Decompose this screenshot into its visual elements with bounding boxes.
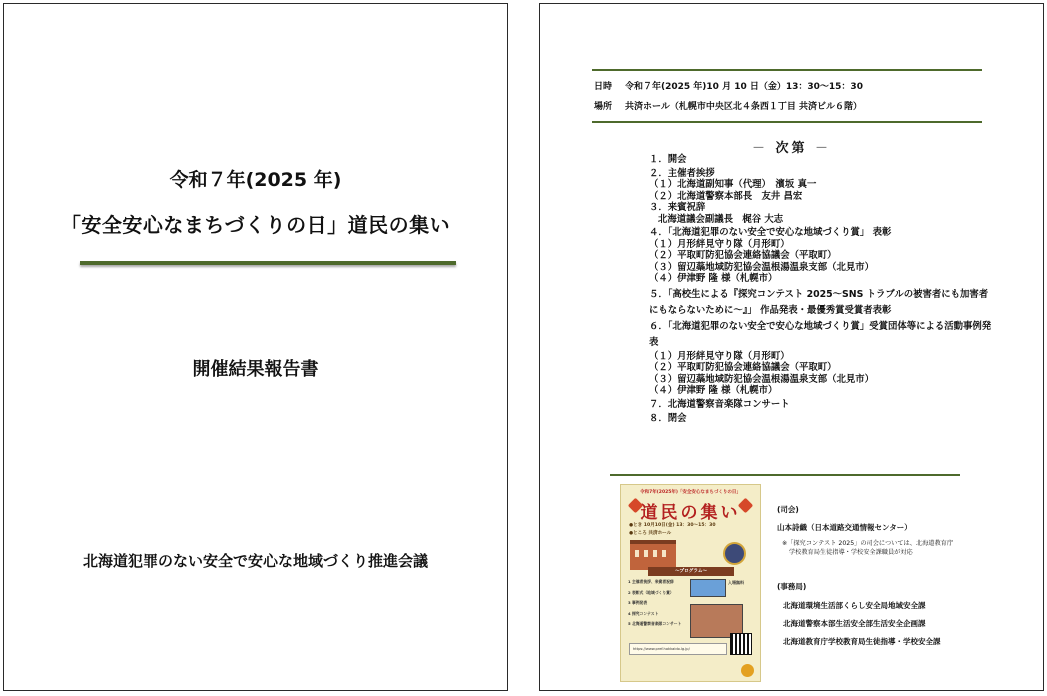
agenda-item: （３）留辺蘂地域防犯協会温根湯温泉支部（北見市） — [649, 261, 875, 273]
agenda-item: ８．閉会 — [649, 413, 687, 424]
report-page — [539, 3, 1044, 691]
qr-code-icon — [730, 633, 752, 655]
flyer-program-heading: ～プログラム～ — [648, 567, 734, 576]
agenda-item: ４．「北海道犯罪のない安全で安心な地域づくり賞」 表彰 — [649, 227, 892, 239]
agenda-item: 北海道議会副議長 梶谷 大志 — [658, 213, 784, 225]
secretariat-item: 北海道環境生活部くらし安全局地域安全課 — [783, 601, 926, 610]
agenda-item: （２）平取町防犯協会連絡協議会（平取町） — [649, 362, 837, 374]
flyer-program-item: 2 表彰式（地域づくり賞） — [628, 589, 674, 595]
mascot-icon — [741, 664, 754, 677]
agenda-item: ５．「高校生による『探究コンテスト 2025～SNS トラブルの被害者にも加害者にもならないために～』」 作品発表・最優秀賞受賞者表彰 — [649, 288, 989, 316]
date-label: 日時 — [594, 82, 613, 92]
agenda-bottom-rule — [610, 474, 960, 476]
cover-title-line2: 「安全安心なまちづくりの日」道民の集い — [60, 213, 451, 237]
flyer-top-text: 令和7年(2025年)「安全安心なまちづくりの日」 — [640, 490, 741, 495]
agenda-dash-right: － — [815, 141, 832, 156]
place-row — [594, 99, 862, 112]
cover-page — [3, 3, 508, 691]
agenda-item: （３）留辺蘂地域防犯協会温根湯温泉支部（北見市） — [649, 373, 875, 385]
agenda-item: （２）北海道警察本部長 友井 昌宏 — [649, 190, 803, 202]
cover-subtitle: 開催結果報告書 — [192, 359, 319, 380]
agenda-item: ６．「北海道犯罪のない安全で安心な地域づくり賞」受賞団体等による活動事例発表 — [649, 320, 992, 348]
agenda-item: １．開会 — [649, 154, 687, 165]
info-bottom-rule — [592, 121, 982, 123]
agenda-dash-left: － — [751, 141, 768, 156]
place-label: 場所 — [594, 102, 613, 112]
mc-note-line1: ※「探究コンテスト 2025」の司会については、北海道教育庁 — [782, 540, 954, 547]
mc-note-line2: 学校教育局生徒指導・学校安全課職員が対応 — [789, 549, 913, 556]
date-row — [594, 79, 863, 92]
secretariat-item: 北海道教育庁学校教育局生徒指導・学校安全課 — [783, 637, 941, 646]
agenda-item: ７．北海道警察音楽隊コンサート — [649, 399, 790, 411]
flyer-place: ●ところ 共済ホール — [629, 531, 672, 536]
date-value: 令和７年(2025 年)10 月 10 日（金）13：30～15：30 — [625, 82, 863, 92]
building-illustration — [630, 540, 676, 570]
secretariat-item: 北海道警察本部生活安全部生活安全企画課 — [783, 619, 926, 628]
flyer-web-url: https://www.pref.hokkaido.lg.jp/ — [629, 643, 727, 655]
flyer-program-item: 1 主催者挨拶、来賓者祝辞 — [628, 579, 674, 584]
place-value: 共済ホール（札幌市中央区北４条西１丁目 共済ビル６階） — [625, 102, 862, 112]
agenda-item: （４）伊津野 隆 様（札幌市） — [649, 385, 778, 397]
agenda-item: ３．来賓祝辞 — [649, 202, 706, 214]
top-rule — [592, 69, 982, 71]
police-emblem-icon — [723, 542, 746, 565]
secretariat-label: (事務局) — [777, 582, 807, 591]
event-flyer-image — [620, 484, 761, 682]
agenda-item: ２．主催者挨拶 — [649, 167, 715, 179]
agenda-item: （１）北海道副知事（代理） 濱坂 真一 — [649, 179, 817, 191]
flyer-program-item: 4 探究コンテスト — [628, 610, 659, 616]
cover-divider — [80, 261, 456, 265]
flyer-program-item: 3 事例発表 — [628, 600, 648, 605]
flyer-photo — [690, 579, 726, 597]
agenda-item: （１）月形絆見守り隊（月形町） — [649, 238, 790, 250]
flyer-date: ●とき 10月10日(金) 13：30〜15：30 — [629, 523, 716, 528]
agenda-title-text: 次第 — [775, 141, 808, 156]
agenda-item: （２）平取町防犯協会連絡協議会（平取町） — [649, 250, 837, 262]
agenda-list — [649, 154, 994, 424]
cover-organization: 北海道犯罪のない安全で安心な地域づくり推進会議 — [82, 552, 428, 570]
flyer-program-item: 5 北海道警察音楽隊コンサート — [628, 621, 682, 626]
mc-label: (司会) — [777, 505, 799, 514]
mc-value: 山本詩織（日本道路交通情報センター） — [777, 523, 912, 532]
cover-title-line1: 令和７年(2025 年) — [169, 169, 342, 191]
agenda-item: （４）伊津野 隆 様（札幌市） — [649, 273, 778, 285]
flyer-title: 道民の集い — [640, 503, 741, 523]
flyer-entry-badge: 入場無料 — [728, 580, 744, 585]
agenda-item: （１）月形絆見守り隊（月形町） — [649, 350, 790, 362]
flyer-program-list — [628, 579, 686, 632]
